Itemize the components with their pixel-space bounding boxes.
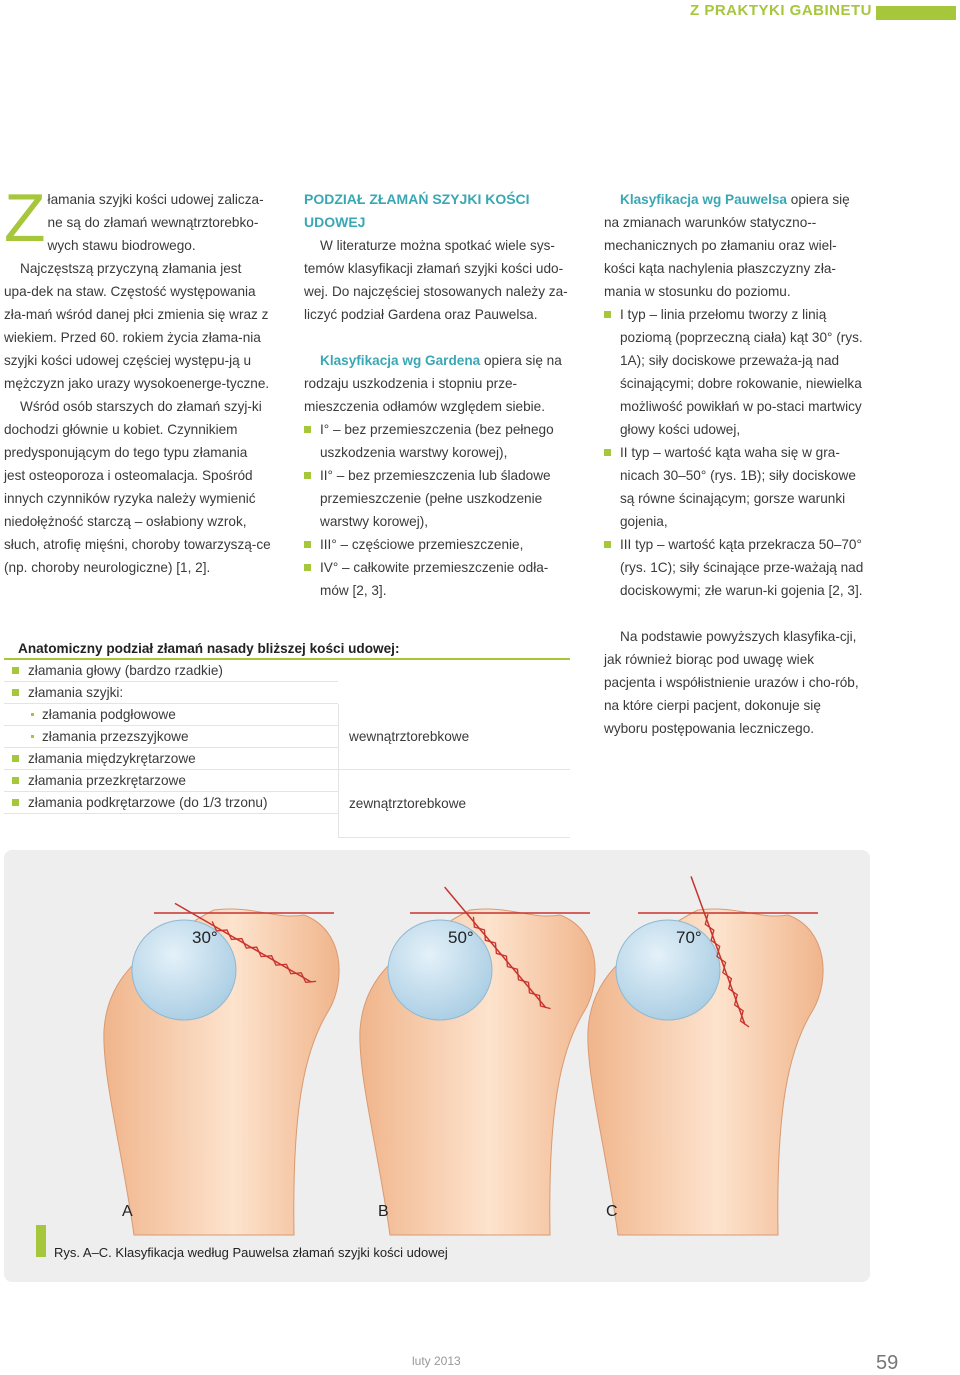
- garden-list: [304, 418, 568, 602]
- table-row: złamania międzykrętarzowe: [4, 748, 338, 770]
- garden-description: opiera się na rodzaju uszkodzenia i stopniu prze-mieszczenia odłamów względem siebie.: [304, 353, 562, 414]
- anatomy-table: [4, 637, 570, 814]
- anatomy-rows: [4, 660, 570, 814]
- column-pauwels: [604, 188, 866, 740]
- list-item: I typ – linia przełomu tworzy z linią poziomą (poprzeczną ciała) kąt 30° (rys. 1A); siły dociskowe przeważa-ją nad ścinającymi; dobre rokowanie, niewielka możliwość powikłań w po-staci martwicy głowy kości udowej,: [604, 303, 866, 441]
- list-item: II typ – wartość kąta waha się w gra-nicach 30–50° (rys. 1B); siły dociskowe są równe ścinającym; gorsze warunki gojenia,: [604, 441, 866, 533]
- list-item: IV° – całkowite przemieszczenie odła-mów [2, 3].: [304, 556, 568, 602]
- panel-letter: B: [378, 1203, 389, 1220]
- column-garden: [304, 188, 568, 602]
- caption-accent-bar: [36, 1225, 46, 1257]
- paragraph-garden: [304, 349, 568, 418]
- angle-label: 70°: [676, 928, 702, 947]
- paragraph-pauwels: [604, 188, 866, 303]
- list-item: I° – bez przemieszczenia (bez pełnego uszkodzenia warstwy korowej),: [304, 418, 568, 464]
- footer-date: luty 2013: [412, 1354, 461, 1368]
- femur-diagram: [4, 850, 870, 1282]
- page-number: 59: [876, 1352, 899, 1374]
- garden-title: Klasyfikacja wg Gardena: [320, 353, 481, 368]
- paragraph-risk-factors: Wśród osób starszych do złamań szyj-ki dochodzi głównie u kobiet. Czynnikiem predysponującym do tego typu złamania jest osteoporoza i osteomalacja. Spośród innych czynników ryzyka należy wymienić niedołężność starczą – osłabiony wzrok, słuch, atrofię mięśni, choroby towarzyszą-ce (np. choroby neurologiczne) [1, 2].: [4, 399, 271, 575]
- femoral-head: [616, 920, 720, 1020]
- dropcap: Z: [4, 180, 46, 256]
- pauwels-list: [604, 303, 866, 602]
- table-row: złamania przezkrętarzowe: [4, 770, 338, 792]
- intro-paragraph: [4, 180, 272, 257]
- group-intracapsular: [338, 704, 570, 770]
- paragraph-closing: Na podstawie powyższych klasyfika-cji, jak również biorąc pod uwagę wiek pacjenta i współistnienie urazów i cho-rób, na które cierpi pacjent, dokonuje się wyboru postępowania leczniczego.: [604, 629, 859, 736]
- pauwels-description: opiera się na zmianach warunków statyczno--mechanicznych po złamaniu oraz wiel-kości kąta nachylenia płaszczyzny zła-mania w stosunku do poziomu.: [604, 192, 850, 299]
- paragraph-classification-intro: W literaturze można spotkać wiele sys-temów klasyfikacji złamań szyjki kości udo-wej. Do najczęściej stosowanych należy za-liczyć podział Gardena oraz Pauwelsa.: [304, 238, 568, 322]
- panel-letter: C: [606, 1203, 618, 1220]
- table-row: złamania podgłowowe: [4, 704, 338, 726]
- group-label: zewnątrztorebkowe: [349, 796, 467, 811]
- table-row: złamania podkrętarzowe (do 1/3 trzonu): [4, 792, 338, 814]
- figure-panel: [4, 850, 870, 1282]
- group-label: wewnątrztorebkowe: [349, 729, 470, 744]
- angle-label: 50°: [448, 928, 474, 947]
- table-row: złamania szyjki:: [4, 682, 338, 704]
- list-item: II° – bez przemieszczenia lub śladowe przemieszczenie (pełne uszkodzenie warstwy korowej),: [304, 464, 568, 533]
- paragraph-causes: Najczęstszą przyczyną złamania jest upa-dek na staw. Częstość występowania zła-mań wśród danej płci zmienia się wraz z wiekiem. Przed 60. rokiem życia złama-nia szyjki kości udowej częściej występu-ją u mężczyzn jako urazy wysokoenerge-tyczne.: [4, 261, 270, 391]
- anatomy-title: Anatomiczny podział złamań nasady bliższej kości udowej:: [4, 637, 570, 660]
- panel-letter: A: [122, 1203, 133, 1220]
- group-extracapsular: [338, 770, 570, 838]
- column-intro: [4, 180, 272, 579]
- list-item: III typ – wartość kąta przekracza 50–70° (rys. 1C); siły ścinające prze-ważają nad dociskowymi; złe warun-ki gojenia [2, 3].: [604, 533, 866, 602]
- intro-text: łamania szyjki kości udowej zalicza-ne są do złamań wewnątrztorebko-wych stawu biodrowego.: [47, 192, 264, 253]
- section-heading: PODZIAŁ ZŁAMAŃ SZYJKI KOŚCI UDOWEJ: [304, 191, 530, 230]
- section-title: Z PRAKTYKI GABINETU: [690, 2, 872, 19]
- femoral-head: [388, 920, 492, 1020]
- figure-caption: Rys. A–C. Klasyfikacja według Pauwelsa złamań szyjki kości udowej: [54, 1245, 448, 1260]
- femoral-head: [132, 920, 236, 1020]
- list-item: III° – częściowe przemieszczenie,: [304, 533, 568, 556]
- section-accent-bar: [876, 6, 956, 20]
- table-row: złamania głowy (bardzo rzadkie): [4, 660, 338, 682]
- pauwels-title: Klasyfikacja wg Pauwelsa: [620, 192, 787, 207]
- angle-label: 30°: [192, 928, 218, 947]
- table-row: złamania przezszyjkowe: [4, 726, 338, 748]
